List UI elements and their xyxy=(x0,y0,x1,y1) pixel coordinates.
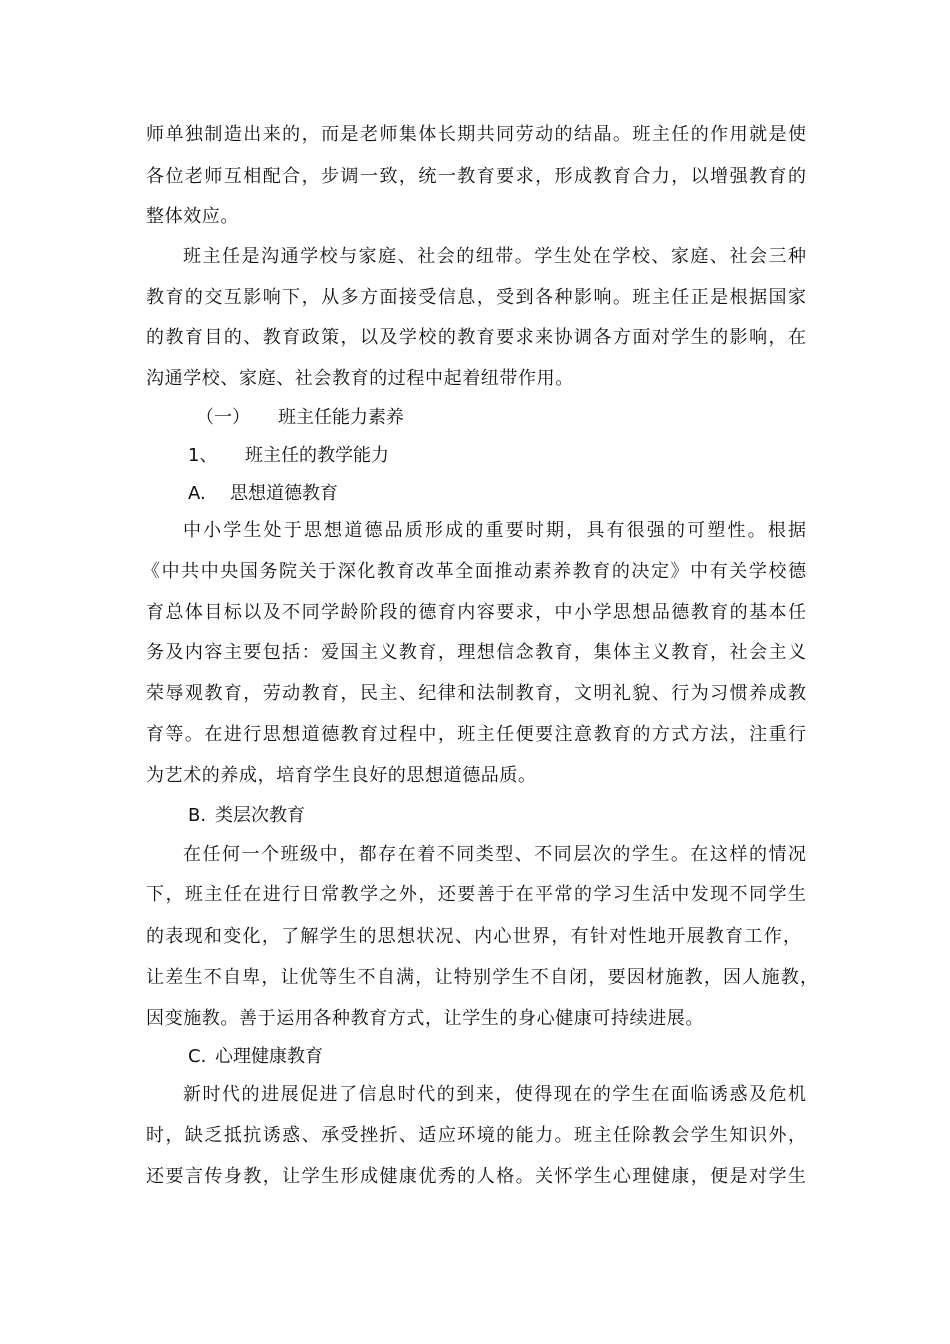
paragraph-line: 教育的交互影响下，从多方面接受信息，受到各种影响。班主任正是根据国家 xyxy=(146,287,806,308)
paragraph-line: 师单独制造出来的，而是老师集体长期共同劳动的结晶。班主任的作用就是使 xyxy=(146,124,806,145)
paragraph-line: 的表现和变化，了解学生的思想状况、内心世界，有针对性地开展教育工作， xyxy=(146,926,801,947)
paragraph-line: 整体效应。 xyxy=(146,206,239,227)
item-label-a: A. xyxy=(188,483,206,504)
paragraph-line: 沟通学校、家庭、社会教育的过程中起着纽带作用。 xyxy=(146,368,574,389)
paragraph-line: 时，缺乏抵抗诱惑、承受挫折、适应环境的能力。班主任除教会学生知识外， xyxy=(146,1125,806,1146)
item-label-b: B. xyxy=(188,805,207,826)
paragraph-line: 各位老师互相配合，步调一致，统一教育要求，形成教育合力，以增强教育的 xyxy=(146,166,806,187)
item-label-c: C. xyxy=(188,1046,207,1067)
paragraph-line: 在任何一个班级中，都存在着不同类型、不同层次的学生。在这样的情况 xyxy=(183,844,806,865)
paragraph-line: 的教育目的、教育政策，以及学校的教育要求来协调各方面对学生的影响，在 xyxy=(146,327,806,348)
subsection-title: 班主任的教学能力 xyxy=(245,445,389,466)
item-title-c: 心理健康教育 xyxy=(215,1046,323,1067)
paragraph-line: 为艺术的养成，培育学生良好的思想道德品质。 xyxy=(146,765,537,786)
paragraph-line: 务及内容主要包括：爱国主义教育，理想信念教育，集体主义教育，社会主义 xyxy=(146,642,806,663)
paragraph-line: 还要言传身教，让学生形成健康优秀的人格。关怀学生心理健康，便是对学生 xyxy=(146,1166,806,1187)
paragraph-line: 育总体目标以及不同学龄阶段的德育内容要求，中小学思想品德教育的基本任 xyxy=(146,602,806,623)
paragraph-line: 让差生不自卑，让优等生不自满，让特别学生不自闭，要因材施教，因人施教， xyxy=(146,967,818,988)
section-number: （一） xyxy=(196,407,250,428)
paragraph-line: 中小学生处于思想道德品质形成的重要时期，具有很强的可塑性。根据 xyxy=(183,520,806,541)
paragraph-line: 班主任是沟通学校与家庭、社会的纽带。学生处在学校、家庭、社会三种 xyxy=(183,246,806,267)
item-title-a: 思想道德教育 xyxy=(230,483,338,504)
paragraph-line: 下，班主任在进行日常教学之外，还要善于在平常的学习生活中发现不同学生 xyxy=(146,884,806,905)
item-title-b: 类层次教育 xyxy=(215,805,305,826)
paragraph-line: 荣辱观教育，劳动教育，民主、纪律和法制教育，文明礼貌、行为习惯养成教 xyxy=(146,683,806,704)
section-title: 班主任能力素养 xyxy=(278,407,404,428)
paragraph-line: 因变施教。善于运用各种教育方式，让学生的身心健康可持续进展。 xyxy=(146,1008,704,1029)
paragraph-line: 新时代的进展促进了信息时代的到来，使得现在的学生在面临诱惑及危机 xyxy=(183,1084,806,1105)
subsection-number: 1、 xyxy=(188,445,218,466)
paragraph-line: 《中共中央国务院关于深化教育改革全面推动素养教育的决定》中有关学校德 xyxy=(142,561,806,582)
paragraph-line: 育等。在进行思想道德教育过程中，班主任便要注意教育的方式方法，注重行 xyxy=(146,724,806,745)
